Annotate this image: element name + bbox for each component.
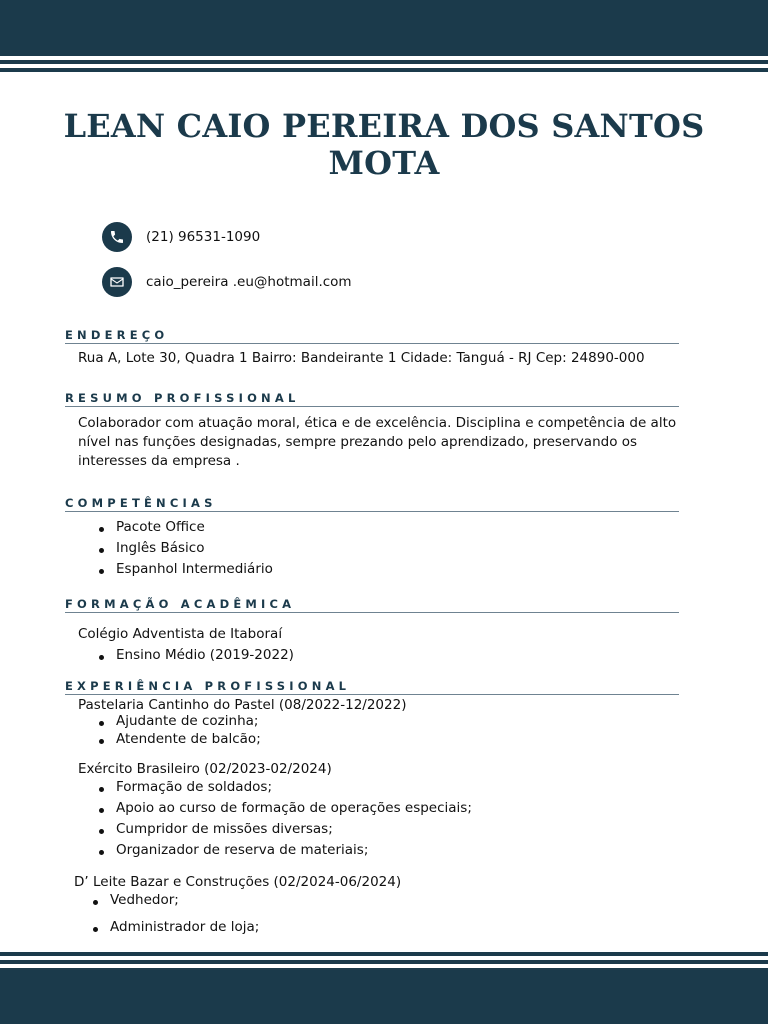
top-banner [0, 0, 768, 56]
phone-icon [102, 222, 132, 252]
school-name: Colégio Adventista de Itaboraí [78, 626, 283, 642]
skills-list [116, 519, 273, 582]
bottom-banner [0, 968, 768, 1024]
section-title-endereco: ENDEREÇO [65, 328, 679, 344]
education-list [116, 647, 294, 668]
list-item: Vedhedor; [110, 892, 259, 919]
job-duties-list [116, 779, 472, 863]
top-stripe [0, 60, 768, 64]
list-item: Apoio ao curso de formação de operações especiais; [116, 800, 472, 821]
section-title-formacao: FORMAÇÃO ACADÊMICA [65, 597, 679, 613]
list-item: Espanhol Intermediário [116, 561, 273, 582]
bottom-stripe [0, 960, 768, 964]
list-item: Organizador de reserva de materiais; [116, 842, 472, 863]
section-title-resumo: RESUMO PROFISSIONAL [65, 391, 679, 407]
list-item: Formação de soldados; [116, 779, 472, 800]
summary-text: Colaborador com atuação moral, ética e de excelência. Disciplina e competência de alto nível nas funções designadas, sempre prezando pelo aprendizado, preservando os interesses da empresa . [78, 415, 677, 469]
job-title: D’ Leite Bazar e Construções (02/2024-06/2024) [74, 874, 402, 890]
section-title-competencias: COMPETÊNCIAS [65, 496, 679, 512]
phone-number: (21) 96531-1090 [146, 229, 261, 245]
list-item: Cumpridor de missões diversas; [116, 821, 472, 842]
envelope-icon [102, 267, 132, 297]
top-stripe [0, 68, 768, 72]
job-duties-list [116, 713, 261, 749]
candidate-name: LEAN CAIO PEREIRA DOS SANTOS MOTA [63, 107, 705, 182]
phone-contact [102, 222, 260, 252]
list-item: Inglês Básico [116, 540, 273, 561]
list-item: Atendente de balcão; [116, 731, 261, 747]
email-contact [102, 267, 352, 297]
bottom-stripe [0, 952, 768, 956]
job-duties-list [110, 892, 259, 940]
job-title: Exército Brasileiro (02/2023-02/2024) [78, 761, 332, 777]
list-item: Ajudante de cozinha; [116, 713, 261, 731]
address-text: Rua A, Lote 30, Quadra 1 Bairro: Bandeirante 1 Cidade: Tanguá - RJ Cep: 24890-000 [78, 350, 645, 366]
section-title-experiencia: EXPERIÊNCIA PROFISSIONAL [65, 679, 679, 695]
email-address: caio_pereira .eu@hotmail.com [146, 274, 352, 290]
list-item: Pacote Office [116, 519, 273, 540]
job-title: Pastelaria Cantinho do Pastel (08/2022-12/2022) [78, 697, 407, 713]
list-item: Ensino Médio (2019-2022) [116, 647, 294, 668]
list-item: Administrador de loja; [110, 919, 259, 940]
